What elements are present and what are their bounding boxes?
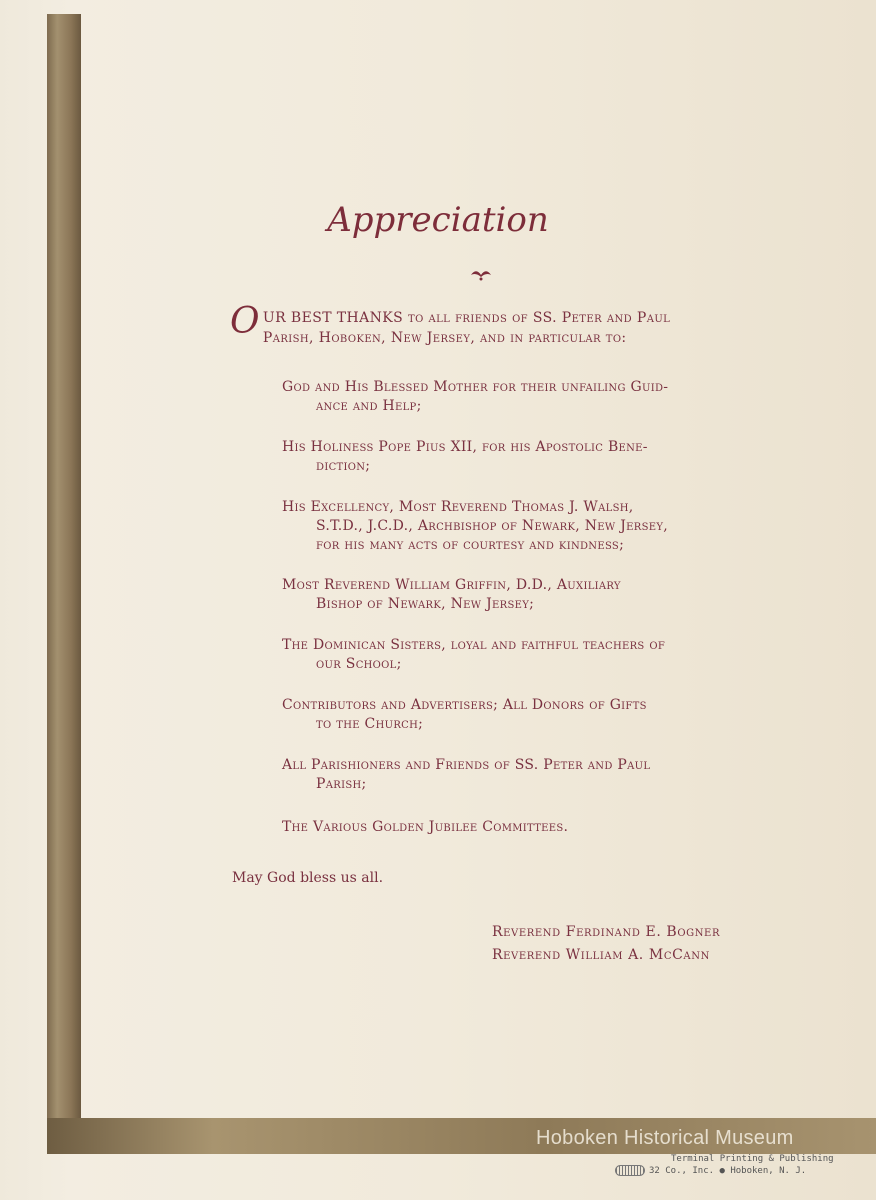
printer-bullet: ● xyxy=(719,1166,725,1176)
signature-bogner: Reverend Ferdinand E. Bogner xyxy=(492,924,721,940)
thanks-item-line: Parish; xyxy=(316,776,367,792)
thanks-item-line: The Dominican Sisters, loyal and faithful teachers of xyxy=(282,637,666,653)
signature-mccann: Reverend William A. McCann xyxy=(492,947,710,963)
intro-paragraph xyxy=(230,301,740,348)
thanks-item-line: His Excellency, Most Reverend Thomas J. Walsh, xyxy=(282,499,634,515)
printer-company: Co., Inc. xyxy=(665,1166,715,1176)
thanks-item xyxy=(282,818,726,837)
thanks-item xyxy=(282,498,726,555)
thanks-item-line: our School; xyxy=(316,656,402,672)
thanks-item xyxy=(282,756,726,794)
intro-line-1: UR BEST THANKS to all friends of SS. Peter and Paul xyxy=(262,310,671,326)
thanks-item xyxy=(282,378,726,416)
left-border xyxy=(47,14,81,1124)
museum-watermark: Hoboken Historical Museum xyxy=(536,1127,794,1149)
thanks-item-line: Contributors and Advertisers; All Donors of Gifts xyxy=(282,697,647,713)
intro-line-2: Parish, Hoboken, New Jersey, and in particular to: xyxy=(262,330,627,346)
printer-city: Hoboken, N. J. xyxy=(730,1166,807,1176)
thanks-item-line: diction; xyxy=(316,458,371,474)
thanks-item-line: ance and Help; xyxy=(316,398,422,414)
page-title: Appreciation xyxy=(327,200,549,240)
thanks-item-line: for his many acts of courtesy and kindness; xyxy=(316,537,625,553)
thanks-item-line: All Parishioners and Friends of SS. Peter and Paul xyxy=(282,757,651,773)
thanks-item xyxy=(282,636,726,674)
thanks-item-line: Bishop of Newark, New Jersey; xyxy=(316,596,535,612)
printer-line-1: Terminal Printing & Publishing xyxy=(671,1154,834,1164)
thanks-item-line: The Various Golden Jubilee Committees. xyxy=(282,819,569,835)
drop-cap: O xyxy=(230,301,260,342)
thanks-item xyxy=(282,576,726,614)
thanks-item-line: S.T.D., J.C.D., Archbishop of Newark, New Jersey, xyxy=(316,518,668,534)
thanks-item xyxy=(282,696,726,734)
thanks-item-line: His Holiness Pope Pius XII, for his Apostolic Bene- xyxy=(282,439,648,455)
ornament-icon xyxy=(470,268,492,282)
printer-line-2 xyxy=(615,1165,834,1177)
thanks-item xyxy=(282,438,726,476)
thanks-item-line: to the Church; xyxy=(316,716,424,732)
thanks-item-line: God and His Blessed Mother for their unfailing Guid- xyxy=(282,379,669,395)
thanks-item-line: Most Reverend William Griffin, D.D., Auxiliary xyxy=(282,577,621,593)
union-label-icon xyxy=(615,1165,645,1176)
closing-blessing: May God bless us all. xyxy=(232,870,384,886)
printer-credit xyxy=(615,1154,834,1177)
page-number: 32 xyxy=(649,1166,660,1176)
